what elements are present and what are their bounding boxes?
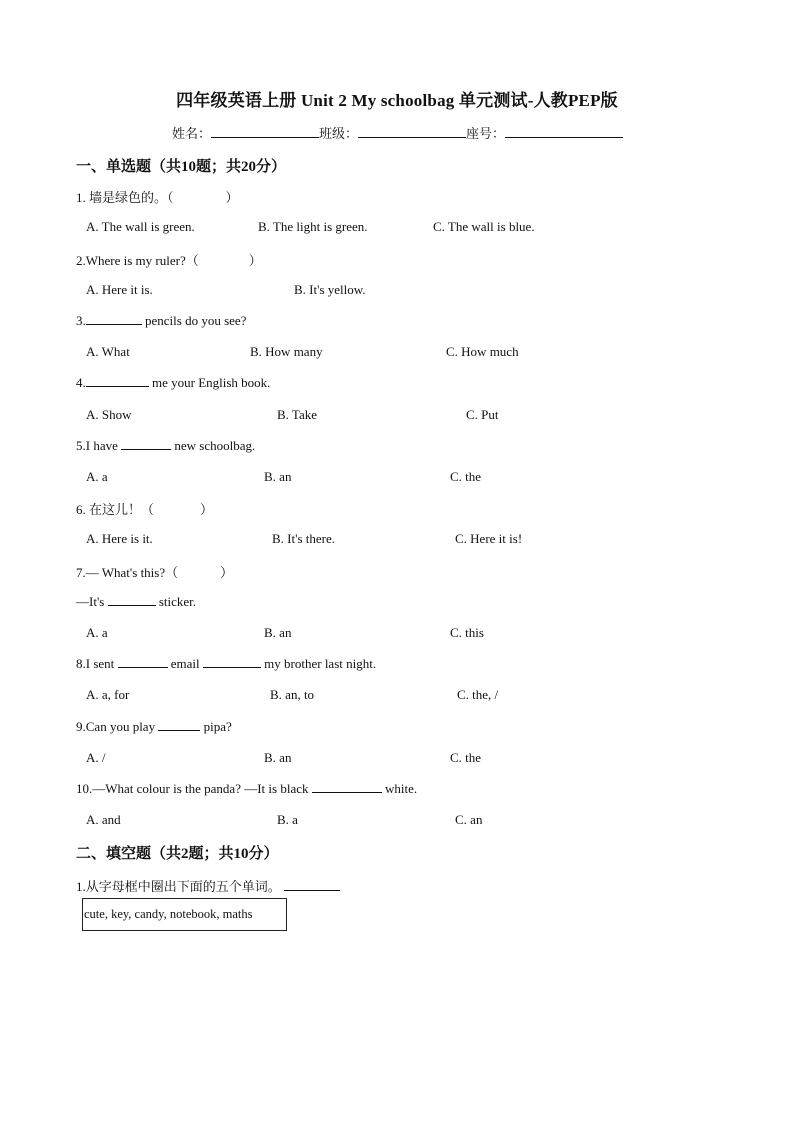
question-stem: 1. 墙是绿色的。（ [76, 190, 174, 205]
option-a[interactable]: A. and [86, 812, 121, 827]
option-c[interactable]: C. How much [446, 344, 519, 359]
answer-blank[interactable] [158, 719, 200, 731]
question-stem: 8.I sent [76, 656, 118, 671]
question-6 [76, 499, 213, 518]
name-label: 姓名： [172, 126, 212, 141]
word-box: cute, key, candy, notebook, maths [82, 898, 287, 931]
class-label: 班级： [319, 126, 359, 141]
question-stem-end: my brother last night. [260, 656, 377, 671]
question-stem-end: ） [220, 565, 234, 580]
seat-label: 座号： [466, 126, 506, 141]
option-c[interactable]: C. Put [466, 407, 499, 422]
answer-blank[interactable] [86, 313, 142, 325]
option-b[interactable]: B. an [264, 625, 292, 640]
option-a[interactable]: A. / [86, 750, 106, 765]
answer-blank-2[interactable] [203, 656, 261, 668]
option-b[interactable]: B. Take [277, 407, 318, 422]
option-a[interactable]: A. What [86, 344, 130, 359]
option-a[interactable]: A. Here it is. [86, 282, 153, 297]
option-b[interactable]: B. It's yellow. [294, 282, 366, 297]
question-stem-end: pipa? [200, 719, 232, 734]
option-a[interactable]: A. a [86, 469, 108, 484]
answer-blank-1[interactable] [118, 656, 168, 668]
page-title: 四年级英语上册 Unit 2 My schoolbag 单元测试-人教PEP版 [176, 91, 618, 110]
question-stem-end: me your English book. [148, 375, 271, 390]
section-heading-single-choice: 一、单选题（共10题；共20分） [76, 159, 287, 175]
question-stem-end: new schoolbag. [171, 438, 256, 453]
option-b[interactable]: B. The light is green. [258, 219, 368, 234]
question-stem: 1.从字母框中圈出下面的五个单词。 [76, 879, 281, 894]
question-stem: 4. [76, 375, 86, 390]
question-stem: 3. [76, 313, 86, 328]
question-stem: 2.Where is my ruler?（ [76, 253, 199, 268]
question-stem: 9.Can you play [76, 719, 159, 734]
option-c[interactable]: C. The wall is blue. [433, 219, 535, 234]
question-stem-end: pencils do you see? [141, 313, 247, 328]
question-7 [76, 562, 233, 581]
option-a[interactable]: A. Show [86, 407, 132, 422]
option-c[interactable]: C. the, / [457, 687, 499, 702]
question-7-line-2 [76, 594, 196, 610]
option-c[interactable]: C. this [450, 625, 484, 640]
option-a[interactable]: A. a [86, 625, 108, 640]
question-5 [76, 438, 255, 454]
option-b[interactable]: B. It's there. [272, 531, 335, 546]
answer-blank[interactable] [121, 438, 171, 450]
class-blank[interactable] [358, 124, 466, 138]
option-a[interactable]: A. Here is it. [86, 531, 153, 546]
question-3 [76, 313, 246, 329]
question-stem: 10.—What colour is the panda? —It is black [76, 781, 312, 796]
question-9 [76, 719, 232, 735]
question-stem-end: ） [225, 190, 239, 205]
question-stem-end: ） [248, 253, 262, 268]
fill-question-1 [76, 876, 340, 895]
student-info-row [172, 123, 623, 142]
option-b[interactable]: B. a [277, 812, 298, 827]
question-2 [76, 250, 262, 269]
option-c[interactable]: C. Here it is! [455, 531, 523, 546]
name-blank[interactable] [211, 124, 319, 138]
seat-blank[interactable] [505, 124, 623, 138]
option-c[interactable]: C. the [450, 750, 482, 765]
answer-blank[interactable] [108, 594, 156, 606]
question-stem-end: sticker. [155, 594, 197, 609]
option-a[interactable]: A. a, for [86, 687, 130, 702]
question-stem-mid: email [167, 656, 203, 671]
option-b[interactable]: B. an, to [270, 687, 315, 702]
answer-blank[interactable] [312, 781, 382, 793]
option-b[interactable]: B. How many [250, 344, 323, 359]
question-stem: —It's [76, 594, 108, 609]
question-8 [76, 656, 376, 672]
option-c[interactable]: C. an [455, 812, 483, 827]
question-1 [76, 187, 239, 206]
answer-blank[interactable] [86, 375, 149, 387]
question-4 [76, 375, 270, 391]
question-stem: 6. 在这儿！（ [76, 502, 155, 517]
question-stem-end: ） [200, 502, 214, 517]
question-10 [76, 781, 417, 797]
question-stem: 7.— What's this?（ [76, 565, 179, 580]
option-b[interactable]: B. an [264, 750, 292, 765]
question-stem: 5.I have [76, 438, 122, 453]
option-c[interactable]: C. the [450, 469, 482, 484]
answer-blank[interactable] [284, 879, 340, 891]
option-b[interactable]: B. an [264, 469, 292, 484]
section-heading-fill-in: 二、填空题（共2题；共10分） [76, 846, 279, 862]
option-a[interactable]: A. The wall is green. [86, 219, 195, 234]
question-stem-end: white. [381, 781, 418, 796]
